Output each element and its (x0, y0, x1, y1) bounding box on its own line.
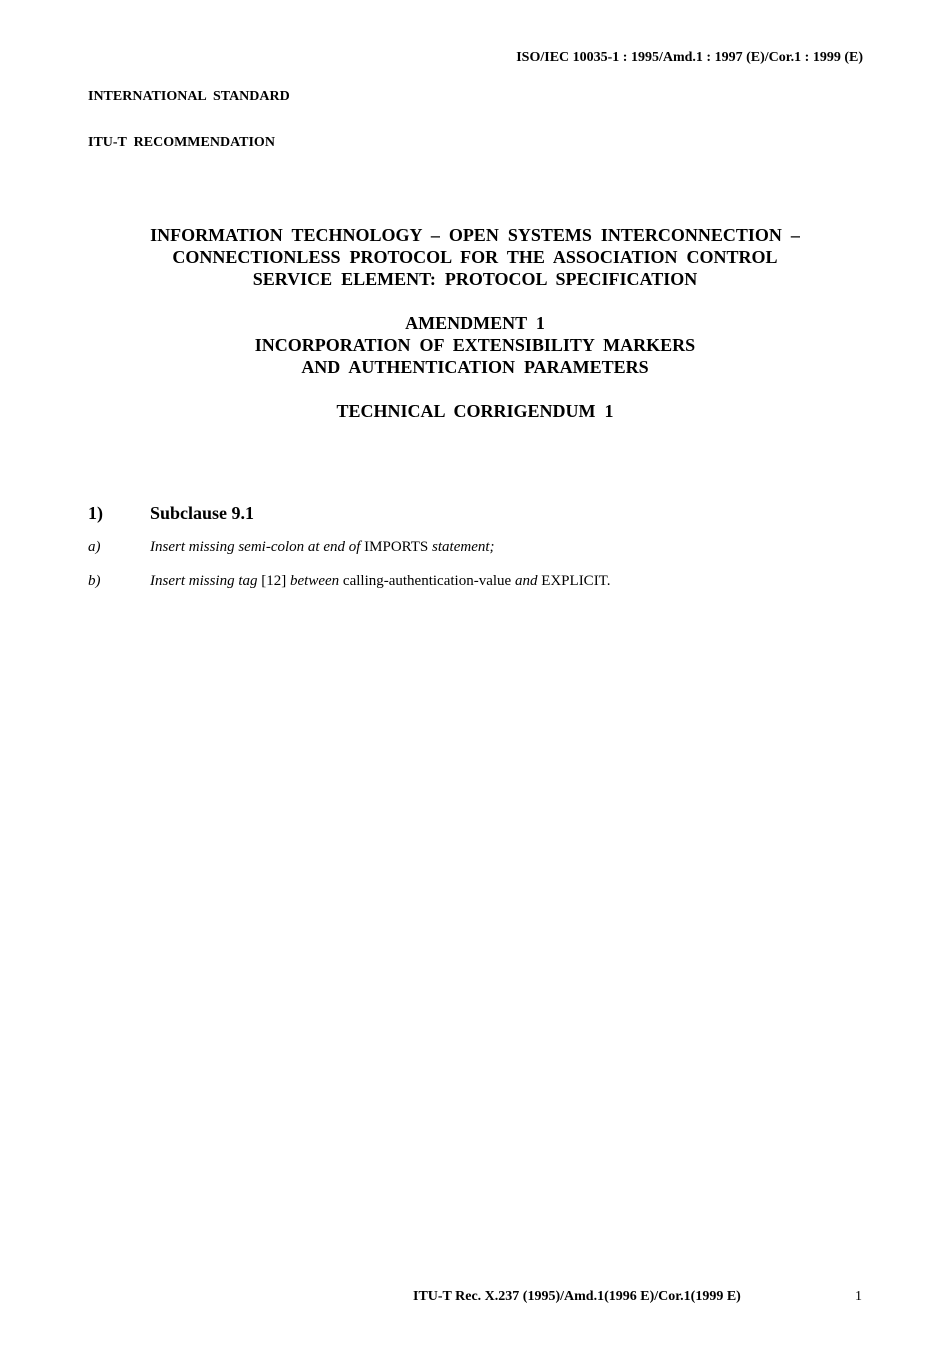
item-text-a (150, 539, 495, 556)
item-b-part: . (606, 573, 611, 589)
item-text-b (150, 573, 610, 590)
section-number: 1) (88, 503, 103, 523)
item-b-part: and (511, 573, 542, 589)
corrigendum-line: TECHNICAL CORRIGENDUM 1 (336, 401, 614, 421)
document-reference-header: ISO/IEC 10035-1 : 1995/Amd.1 : 1997 (E)/Cor.1 : 1999 (E) (516, 50, 863, 65)
item-b-part: Insert missing tag (150, 573, 262, 589)
item-a-part: IMPORTS (364, 539, 429, 555)
item-b-part: [12] (261, 573, 287, 589)
title-line: SERVICE ELEMENT: PROTOCOL SPECIFICATION (252, 269, 698, 289)
item-label-a: a) (88, 539, 101, 555)
title-line: INFORMATION TECHNOLOGY – OPEN SYSTEMS INTERCONNECTION – (150, 225, 800, 245)
item-b-part: EXPLICIT (541, 573, 607, 589)
international-standard-label: INTERNATIONAL STANDARD (88, 89, 290, 104)
itu-t-recommendation-label: ITU-T RECOMMENDATION (88, 135, 275, 150)
footer-reference: ITU-T Rec. X.237 (1995)/Amd.1(1996 E)/Cor.1(1999 E) (413, 1289, 741, 1304)
amendment-title (88, 312, 862, 378)
corrigendum-title (88, 400, 862, 422)
amendment-line: AND AUTHENTICATION PARAMETERS (301, 357, 649, 377)
page-number: 1 (855, 1289, 862, 1304)
item-a-part: statement; (428, 539, 495, 555)
title-line: CONNECTIONLESS PROTOCOL FOR THE ASSOCIATION CONTROL (172, 247, 778, 267)
item-b-part: between (286, 573, 343, 589)
amendment-line: INCORPORATION OF EXTENSIBILITY MARKERS (254, 335, 696, 355)
amendment-line: AMENDMENT 1 (405, 313, 545, 333)
item-label-b: b) (88, 573, 101, 589)
document-title (88, 224, 862, 290)
item-b-part: calling-authentication-value (342, 573, 512, 589)
section-heading: Subclause 9.1 (150, 503, 255, 523)
item-a-part: Insert missing semi-colon at end of (150, 539, 365, 555)
